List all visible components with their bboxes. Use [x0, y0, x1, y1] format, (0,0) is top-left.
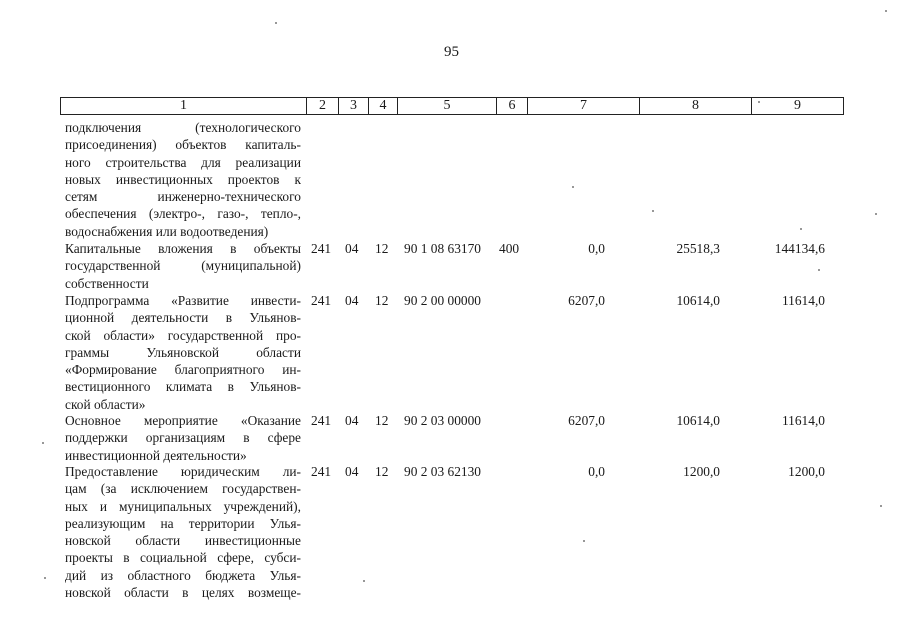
name-line: ционной деятельности в Ульянов- — [65, 310, 301, 326]
name-line: «Формирование благоприятного ин- — [65, 362, 301, 378]
cell-year-2022: 0,0 — [588, 241, 605, 256]
cell-grbs: 241 — [311, 241, 332, 256]
scan-speck — [363, 580, 365, 582]
scan-speck — [44, 577, 46, 579]
name-line: государственной (муниципальной) — [65, 258, 301, 274]
page-number: 95 — [444, 44, 459, 60]
scan-speck — [885, 10, 887, 12]
name-line: сетям инженерно-технического — [65, 189, 301, 205]
name-line: цам (за исключением государствен- — [65, 481, 301, 497]
name-line: дий из областного бюджета Улья- — [65, 567, 301, 583]
cell-csr: 90 2 03 62130 — [404, 464, 481, 479]
name-line: ской области» государственной про- — [65, 327, 301, 343]
column-header: 4 — [369, 98, 398, 114]
cell-grbs: 241 — [311, 293, 332, 308]
cell-year-2024: 144134,6 — [774, 241, 825, 256]
row-name — [65, 119, 301, 240]
name-line: граммы Ульяновской области — [65, 344, 301, 360]
row-name — [65, 292, 301, 413]
column-header: 3 — [339, 98, 369, 114]
scan-speck — [42, 442, 44, 444]
cell-year-2023: 10614,0 — [676, 293, 720, 308]
name-line: ской области» — [65, 396, 146, 412]
scan-speck — [880, 505, 882, 507]
cell-year-2024: 11614,0 — [781, 413, 825, 428]
name-line: обеспечения (электро-, газо-, тепло-, — [65, 206, 301, 222]
cell-year-2022: 0,0 — [588, 464, 605, 479]
cell-podrazdel: 12 — [375, 293, 389, 308]
name-line: ного строительства для реализации — [65, 154, 301, 170]
cell-csr: 90 1 08 63170 — [404, 241, 481, 256]
column-header: 1 — [61, 98, 307, 114]
column-header: 8 — [640, 98, 752, 114]
scan-speck — [875, 213, 877, 215]
cell-year-2022: 6207,0 — [568, 413, 605, 428]
name-line: вестиционного климата в Ульянов- — [65, 379, 301, 395]
cell-vr: 400 — [499, 241, 520, 256]
row-name — [65, 412, 301, 464]
cell-podrazdel: 12 — [375, 413, 389, 428]
column-header: 2 — [307, 98, 339, 114]
cell-razdel: 04 — [345, 413, 359, 428]
name-line: поддержки организациям в сфере — [65, 430, 301, 446]
cell-year-2023: 10614,0 — [676, 413, 720, 428]
table-header-row — [60, 97, 844, 115]
scan-speck — [652, 210, 654, 212]
name-line: подключения (технологического — [65, 120, 301, 135]
scan-speck — [800, 228, 802, 230]
cell-grbs: 241 — [311, 413, 332, 428]
name-line: Капитальные вложения в объекты — [65, 241, 301, 256]
scan-speck — [572, 186, 574, 188]
cell-csr: 90 2 00 00000 — [404, 293, 481, 308]
name-line: реализующим на территории Улья- — [65, 515, 301, 531]
name-line: присоединения) объектов капиталь- — [65, 137, 301, 153]
name-line: Подпрограмма «Развитие инвести- — [65, 293, 301, 308]
name-line: новской области инвестиционные — [65, 533, 301, 549]
cell-year-2023: 25518,3 — [676, 241, 720, 256]
name-line: новых инвестиционных проектов к — [65, 171, 301, 187]
cell-csr: 90 2 03 00000 — [404, 413, 481, 428]
column-header: 9 — [794, 98, 801, 113]
name-line: инвестиционной деятельности» — [65, 447, 247, 463]
cell-year-2024: 1200,0 — [788, 464, 825, 479]
cell-year-2022: 6207,0 — [568, 293, 605, 308]
scan-speck — [583, 540, 585, 542]
name-line: собственности — [65, 275, 149, 291]
cell-grbs: 241 — [311, 464, 332, 479]
cell-razdel: 04 — [345, 464, 359, 479]
row-name — [65, 463, 301, 601]
column-header: 7 — [528, 98, 640, 114]
cell-podrazdel: 12 — [375, 464, 389, 479]
name-line: ных и муниципальных учреждений), — [65, 498, 301, 514]
cell-podrazdel: 12 — [375, 241, 389, 256]
scan-speck — [818, 269, 820, 271]
cell-year-2023: 1200,0 — [683, 464, 720, 479]
name-line: проекты в социальной сфере, субси- — [65, 550, 301, 566]
name-line: водоснабжения или водоотведения) — [65, 223, 269, 239]
cell-razdel: 04 — [345, 293, 359, 308]
column-header: 5 — [398, 98, 497, 114]
scan-speck — [758, 101, 760, 103]
name-line: Предоставление юридическим ли- — [65, 464, 301, 479]
name-line: Основное мероприятие «Оказание — [65, 413, 301, 428]
column-header: 6 — [497, 98, 528, 114]
name-line: новской области в целях возмеще- — [65, 585, 301, 601]
scan-speck — [275, 22, 277, 24]
cell-year-2024: 11614,0 — [781, 293, 825, 308]
cell-razdel: 04 — [345, 241, 359, 256]
row-name — [65, 240, 301, 292]
